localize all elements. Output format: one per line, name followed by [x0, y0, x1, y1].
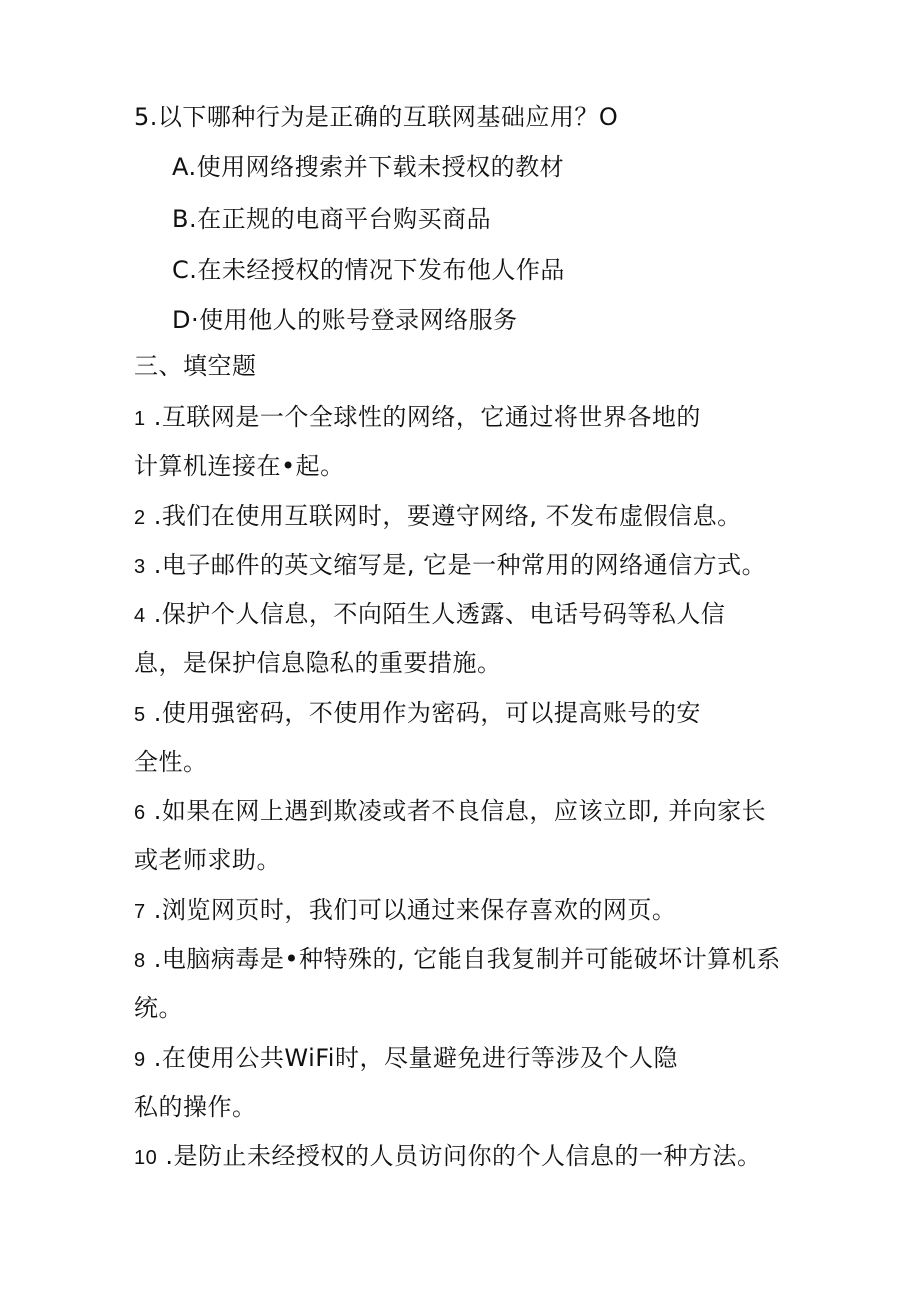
item-text: .如果在网上遇到欺凌或者不良信息，应该立即, 并向家长: [145, 797, 767, 825]
blank-item-5-cont: 全性。: [134, 748, 208, 776]
item-text: .是防止未经授权的人员访问你的个人信息的一种方法。: [157, 1142, 762, 1170]
item-number: 2: [134, 507, 146, 529]
blank-item-9-cont: 私的操作。: [134, 1093, 257, 1121]
blank-item-3: [134, 549, 766, 583]
blank-item-4-cont: 息，是保护信息隐私的重要措施。: [134, 649, 502, 677]
item-text: .使用强密码，不使用作为密码，可以提高账号的安: [145, 699, 701, 727]
item-number: 3: [134, 556, 146, 578]
option-d: D·使用他人的账号登录网络服务: [172, 306, 518, 334]
item-text: .电子邮件的英文缩写是, 它是一种常用的网络通信方式。: [145, 551, 767, 579]
item-text: .浏览网页时，我们可以通过来保存喜欢的网页。: [145, 896, 677, 924]
item-number: 1: [134, 408, 146, 430]
blank-item-10: [134, 1140, 762, 1174]
option-c: C.在未经授权的情况下发布他人作品: [172, 256, 565, 284]
item-text: .我们在使用互联网时，要遵守网络, 不发布虚假信息。: [145, 502, 742, 530]
blank-item-9: [134, 1042, 678, 1076]
option-b: B.在正规的电商平台购买商品: [172, 205, 492, 233]
item-number: 7: [134, 901, 146, 923]
blank-item-6-cont: 或老师求助。: [134, 846, 281, 874]
item-number: 10: [134, 1147, 158, 1169]
item-number: 6: [134, 802, 146, 824]
item-text: .互联网是一个全球性的网络，它通过将世界各地的: [145, 403, 701, 431]
item-text: .在使用公共WiFi时，尽量避免进行等涉及个人隐: [145, 1044, 678, 1072]
item-number: 5: [134, 704, 146, 726]
blank-item-1: [134, 401, 701, 435]
blank-item-5: [134, 697, 701, 731]
question-5-stem: 5.以下哪种行为是正确的互联网基础应用？O: [134, 103, 619, 131]
blank-item-8: [134, 943, 781, 977]
blank-item-6: [134, 795, 766, 829]
item-number: 4: [134, 605, 146, 627]
blank-item-1-cont: 计算机连接在•起。: [134, 452, 345, 480]
blank-item-4: [134, 598, 725, 632]
blank-item-8-cont: 统。: [134, 994, 183, 1022]
blank-item-2: [134, 500, 742, 534]
item-number: 9: [134, 1049, 146, 1071]
section-title: 三、填空题: [134, 352, 257, 380]
option-a: A.使用网络搜索并下载未授权的教材: [172, 153, 565, 181]
blank-item-7: [134, 894, 676, 928]
item-text: .保护个人信息，不向陌生人透露、电话号码等私人信: [145, 600, 726, 628]
item-text: .电脑病毒是•种特殊的, 它能自我复制并可能破坏计算机系: [145, 945, 781, 973]
item-number: 8: [134, 950, 146, 972]
